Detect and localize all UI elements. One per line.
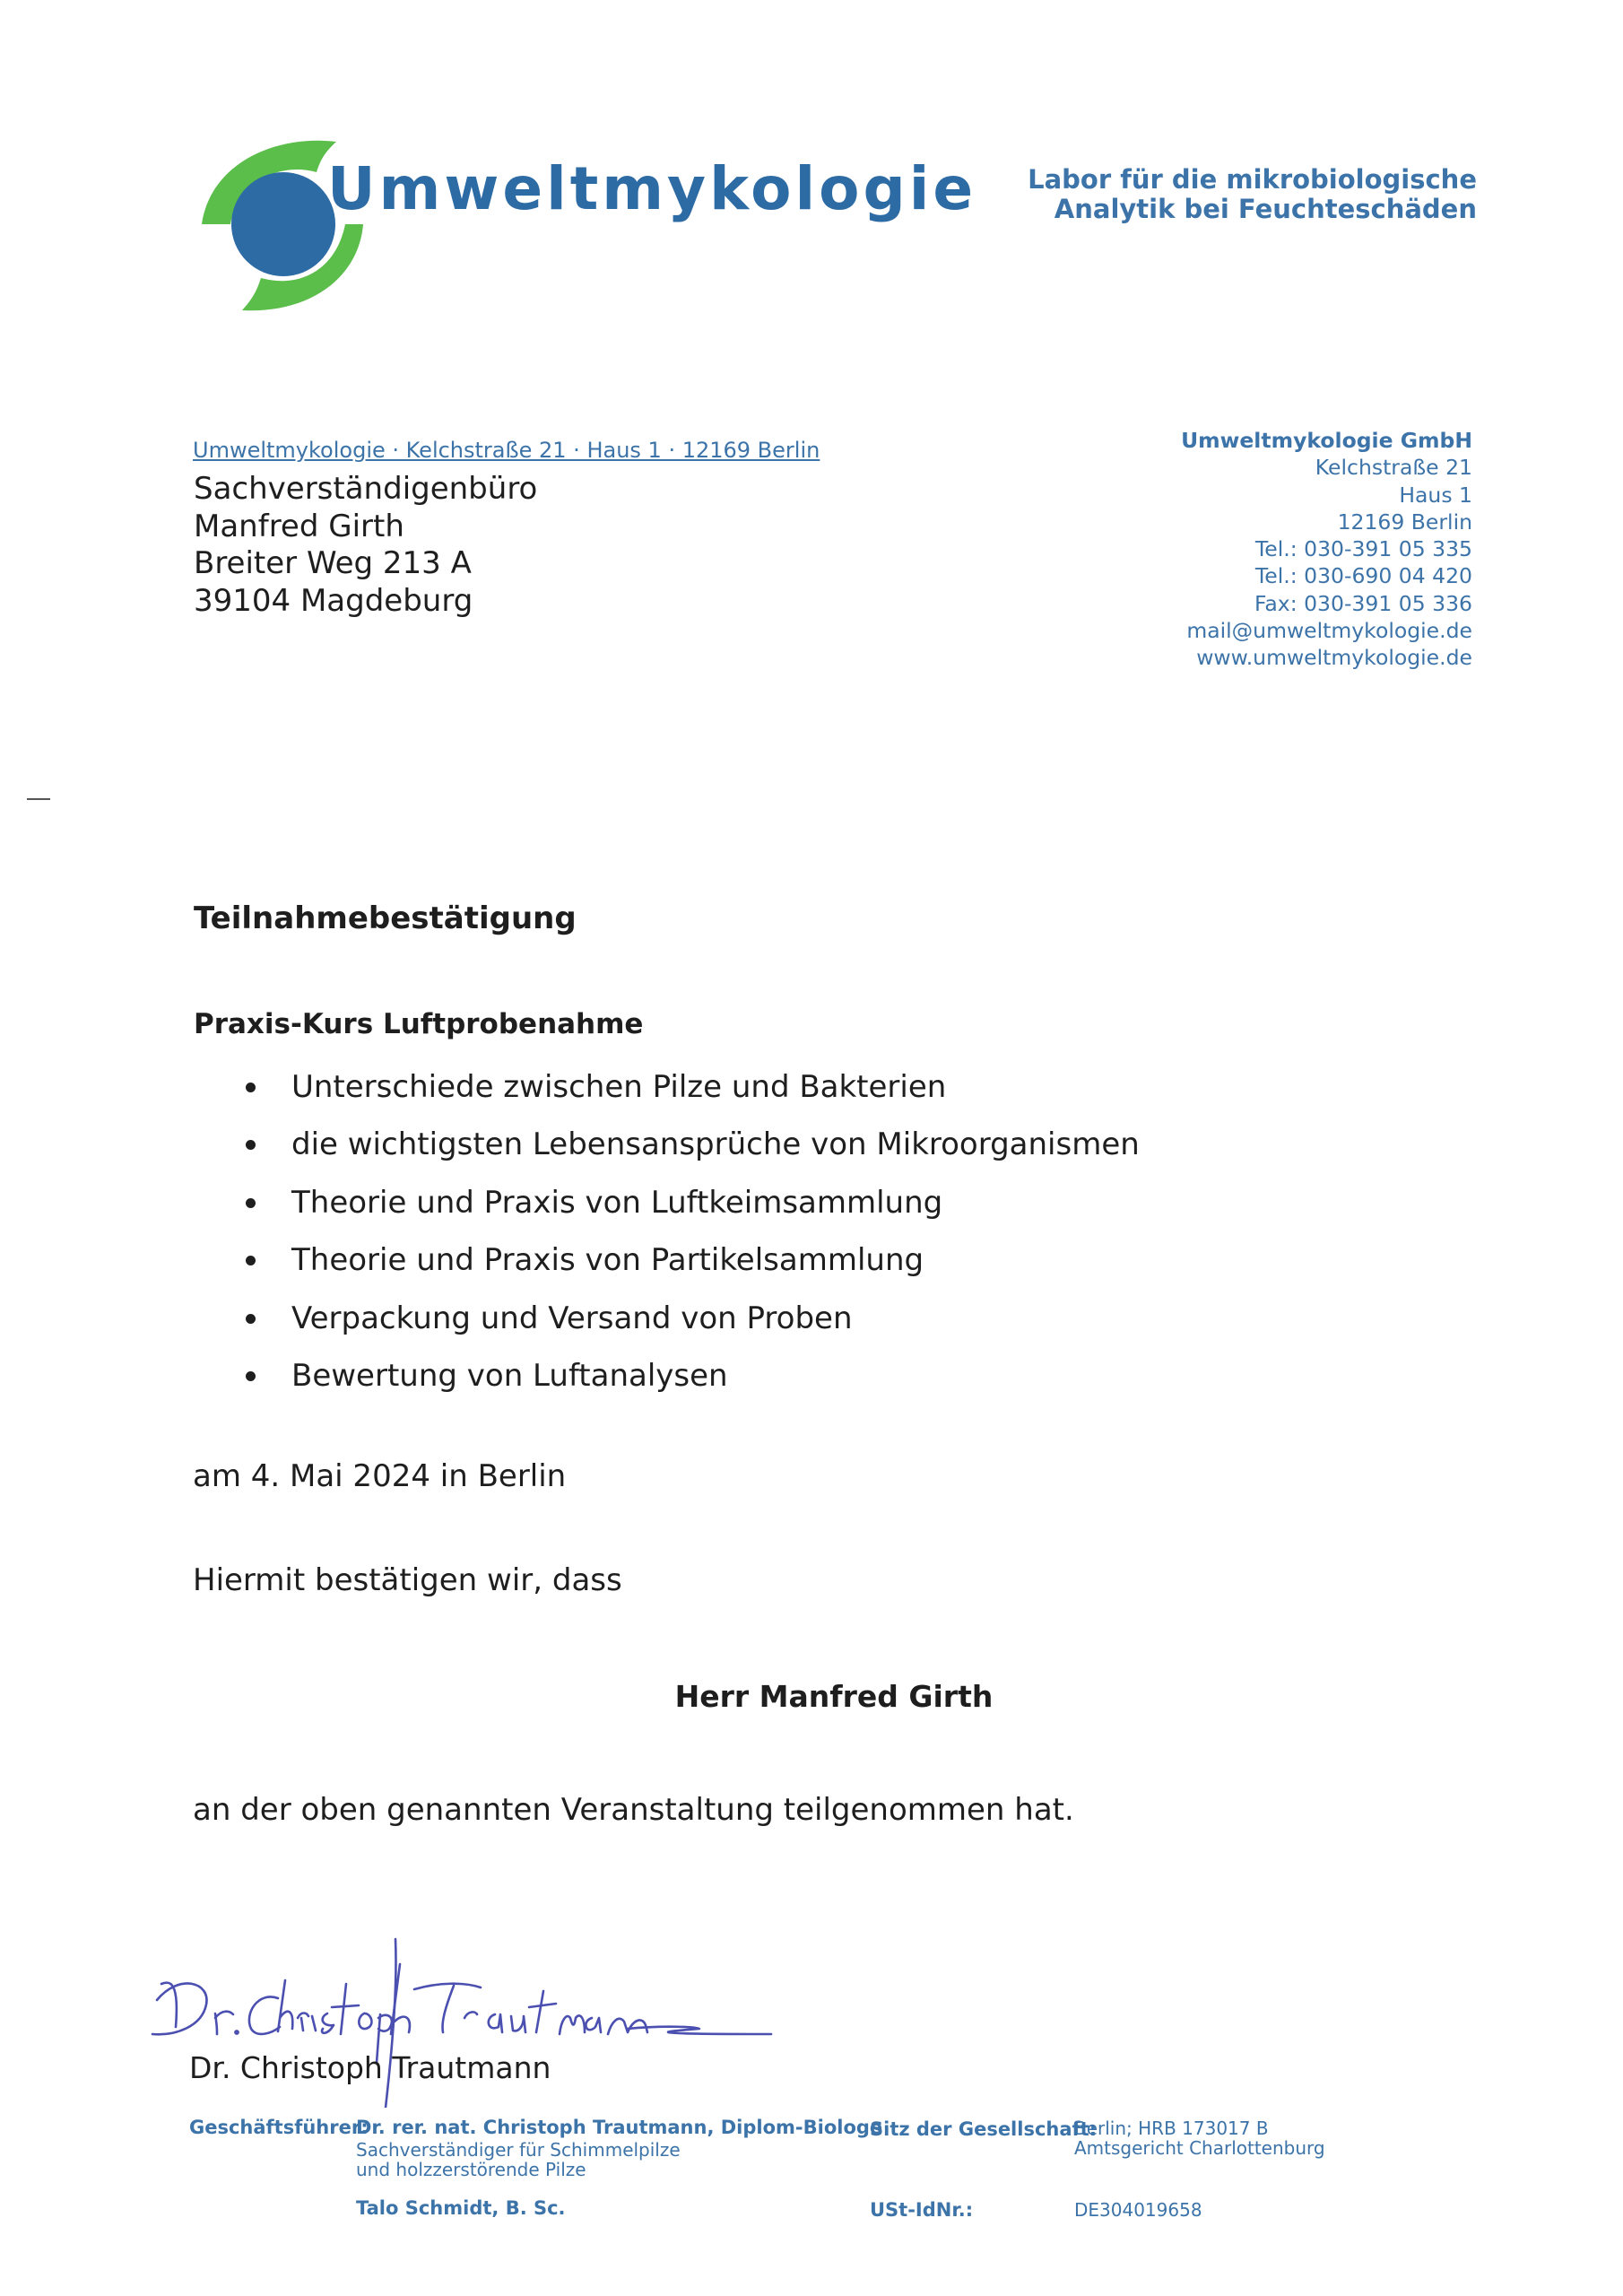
footer-expert-line-1: Sachverständiger für Schimmelpilze — [356, 2139, 681, 2161]
footer-register-number: Berlin; HRB 173017 B — [1074, 2118, 1269, 2139]
confirmation-intro: Hiermit bestätigen wir, dass — [193, 1562, 622, 1598]
company-phone-2: Tel.: 030-690 04 420 — [1254, 563, 1472, 589]
list-item — [242, 1125, 1140, 1182]
tagline-line-1: Labor für die mikrobiologische — [1028, 164, 1477, 195]
company-email: mail@umweltmykologie.de — [1186, 618, 1472, 644]
course-title: Praxis-Kurs Luftprobenahme — [194, 1008, 644, 1040]
topic-text: Theorie und Praxis von Partikelsammlung — [291, 1242, 924, 1279]
company-street: Kelchstraße 21 — [1315, 455, 1472, 481]
bullet-icon — [246, 1371, 256, 1381]
footer-managing-director-name: Dr. rer. nat. Christoph Trautmann, Diplom-Biologe — [356, 2117, 883, 2138]
company-house: Haus 1 — [1399, 482, 1472, 508]
logo-blue-circle — [231, 172, 335, 276]
list-item — [242, 1240, 1140, 1298]
recipient-line-4: 39104 Magdeburg — [194, 582, 473, 619]
topic-text: Theorie und Praxis von Luftkeimsammlung — [291, 1184, 943, 1221]
company-website: www.umweltmykologie.de — [1196, 645, 1472, 671]
footer-second-manager: Talo Schmidt, B. Sc. — [356, 2197, 566, 2219]
document-title: Teilnahmebestätigung — [194, 900, 577, 936]
list-item — [242, 1067, 1140, 1125]
footer-expert-line-2: und holzzerstörende Pilze — [356, 2159, 586, 2180]
footer-court: Amtsgericht Charlottenburg — [1074, 2137, 1325, 2159]
tagline-line-2: Analytik bei Feuchteschäden — [1054, 194, 1477, 224]
footer-company-seat — [1074, 2118, 1325, 2158]
sender-return-address: Umweltmykologie · Kelchstraße 21 · Haus 1 · 12169 Berlin — [193, 438, 820, 463]
topic-text: Bewertung von Luftanalysen — [291, 1357, 728, 1394]
recipient-line-2: Manfred Girth — [194, 508, 404, 544]
bullet-icon — [246, 1256, 256, 1265]
topic-text: die wichtigsten Lebensansprüche von Mikroorganismen — [291, 1126, 1140, 1163]
logo-brand-name: Umweltmykologie — [327, 154, 977, 223]
topic-text: Unterschiede zwischen Pilze und Bakterien — [291, 1069, 947, 1105]
topic-list — [242, 1067, 1140, 1413]
attendance-statement: an der oben genannten Veranstaltung teilgenommen hat. — [193, 1792, 1074, 1828]
footer-managing-director-label: Geschäftsführer: — [189, 2117, 369, 2138]
recipient-line-3: Breiter Weg 213 A — [194, 545, 472, 581]
bullet-icon — [246, 1198, 256, 1208]
company-phone-1: Tel.: 030-391 05 335 — [1254, 536, 1472, 562]
company-contact-block — [1181, 427, 1472, 672]
footer-company-seat-label: Sitz der Gesellschaft: — [870, 2118, 1098, 2140]
company-name: Umweltmykologie GmbH — [1181, 428, 1472, 453]
recipient-address — [194, 471, 537, 620]
list-item — [242, 1299, 1140, 1356]
event-date-location: am 4. Mai 2024 in Berlin — [193, 1458, 567, 1494]
bullet-icon — [246, 1140, 256, 1150]
recipient-line-1: Sachverständigenbüro — [194, 471, 538, 507]
list-item — [242, 1183, 1140, 1240]
bullet-icon — [246, 1083, 256, 1092]
fold-mark — [27, 798, 50, 800]
topic-text: Verpackung und Versand von Proben — [291, 1300, 853, 1336]
footer-expert-description — [356, 2140, 681, 2179]
participant-name: Herr Manfred Girth — [674, 1679, 994, 1714]
letterhead-tagline — [1028, 165, 1477, 224]
company-fax: Fax: 030-391 05 336 — [1254, 590, 1472, 616]
list-item — [242, 1356, 1140, 1413]
signer-name: Dr. Christoph Trautmann — [189, 2050, 551, 2085]
company-city: 12169 Berlin — [1337, 509, 1472, 535]
footer-vat-number: DE304019658 — [1074, 2199, 1202, 2221]
footer-vat-label: USt-IdNr.: — [870, 2199, 974, 2221]
bullet-icon — [246, 1314, 256, 1324]
